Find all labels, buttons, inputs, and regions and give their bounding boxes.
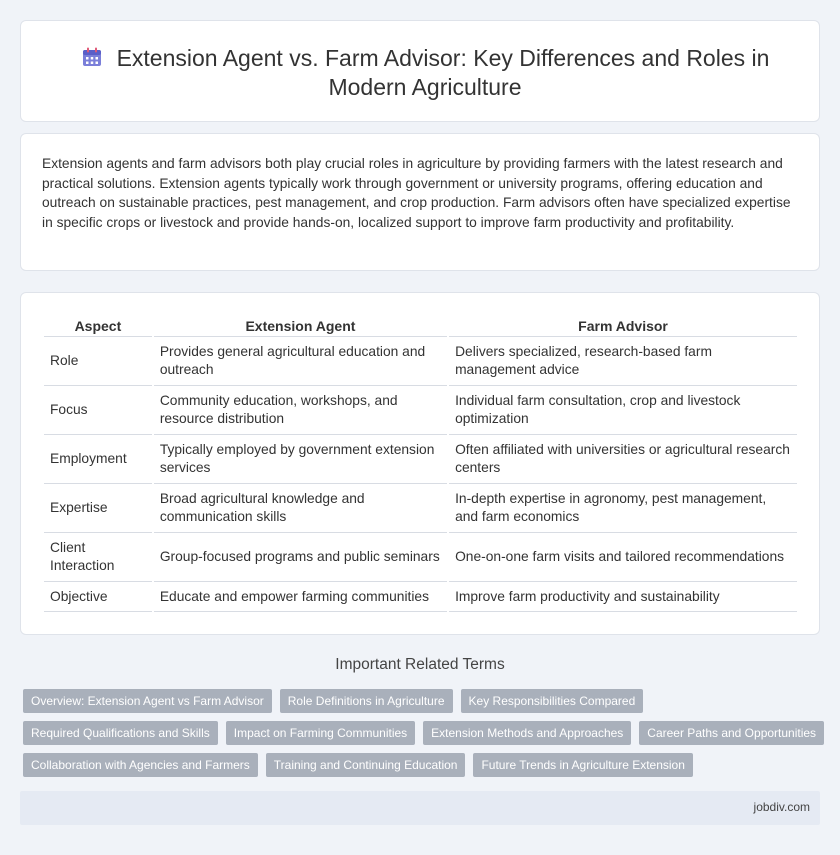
table-cell-farm-advisor: In-depth expertise in agronomy, pest management, and farm economics	[449, 484, 797, 533]
table-cell-extension-agent: Provides general agricultural education and outreach	[154, 337, 447, 386]
related-terms-title: Important Related Terms	[335, 656, 505, 673]
comparison-table-card	[20, 292, 820, 635]
table-cell-aspect: Role	[44, 337, 152, 386]
table-cell-farm-advisor: Individual farm consultation, crop and livestock optimization	[449, 386, 797, 435]
table-row	[44, 386, 797, 435]
table-row	[44, 435, 797, 484]
intro-paragraph: Extension agents and farm advisors both play crucial roles in agriculture by providing farmers with the latest research and practical solutions. Extension agents typically work through government or university programs, offering education and outreach on sustainable practices, pest management, and crop production. Farm advisors often have specialized expertise in specific crops or livestock and provide hands-on, localized support to improve farm productivity and profitability.	[42, 156, 791, 230]
footer-site-link[interactable]: jobdiv.com	[753, 800, 810, 814]
table-cell-farm-advisor: Often affiliated with universities or agricultural research centers	[449, 435, 797, 484]
table-header-extension-agent: Extension Agent	[154, 316, 447, 337]
table-cell-extension-agent: Community education, workshops, and resource distribution	[154, 386, 447, 435]
table-cell-extension-agent: Typically employed by government extension services	[154, 435, 447, 484]
title-card	[20, 20, 820, 122]
table-cell-aspect: Objective	[44, 582, 152, 612]
table-cell-extension-agent: Broad agricultural knowledge and communication skills	[154, 484, 447, 533]
calendar-icon	[81, 46, 103, 68]
table-cell-aspect: Client Interaction	[44, 533, 152, 582]
related-term-tag[interactable]: Extension Methods and Approaches	[423, 721, 631, 745]
table-header-aspect: Aspect	[44, 316, 152, 337]
table-row	[44, 337, 797, 386]
table-cell-extension-agent: Group-focused programs and public seminars	[154, 533, 447, 582]
related-term-tag[interactable]: Future Trends in Agriculture Extension	[473, 753, 692, 777]
tag-row	[23, 689, 823, 713]
table-cell-aspect: Expertise	[44, 484, 152, 533]
related-term-tag[interactable]: Collaboration with Agencies and Farmers	[23, 753, 258, 777]
table-row	[44, 582, 797, 612]
tag-row	[23, 753, 823, 777]
tag-row	[23, 721, 823, 745]
footer	[20, 791, 820, 825]
page-title-row	[61, 44, 789, 102]
table-cell-aspect: Focus	[44, 386, 152, 435]
table-header-farm-advisor: Farm Advisor	[449, 316, 797, 337]
related-term-tag[interactable]: Required Qualifications and Skills	[23, 721, 218, 745]
intro-card	[20, 133, 820, 271]
table-cell-farm-advisor: Delivers specialized, research-based farm management advice	[449, 337, 797, 386]
related-term-tag[interactable]: Overview: Extension Agent vs Farm Advisor	[23, 689, 272, 713]
comparison-table	[42, 316, 799, 612]
table-row	[44, 533, 797, 582]
table-header-row	[44, 316, 797, 337]
table-cell-extension-agent: Educate and empower farming communities	[154, 582, 447, 612]
table-cell-farm-advisor: One-on-one farm visits and tailored recommendations	[449, 533, 797, 582]
related-term-tag[interactable]: Training and Continuing Education	[266, 753, 466, 777]
page-title: Extension Agent vs. Farm Advisor: Key Differences and Roles in Modern Agriculture	[116, 45, 770, 100]
table-row	[44, 484, 797, 533]
table-cell-aspect: Employment	[44, 435, 152, 484]
related-term-tag[interactable]: Impact on Farming Communities	[226, 721, 415, 745]
table-cell-farm-advisor: Improve farm productivity and sustainability	[449, 582, 797, 612]
related-term-tag[interactable]: Key Responsibilities Compared	[461, 689, 644, 713]
related-term-tag[interactable]: Career Paths and Opportunities	[639, 721, 824, 745]
related-terms-tags	[23, 689, 823, 785]
related-term-tag[interactable]: Role Definitions in Agriculture	[280, 689, 453, 713]
